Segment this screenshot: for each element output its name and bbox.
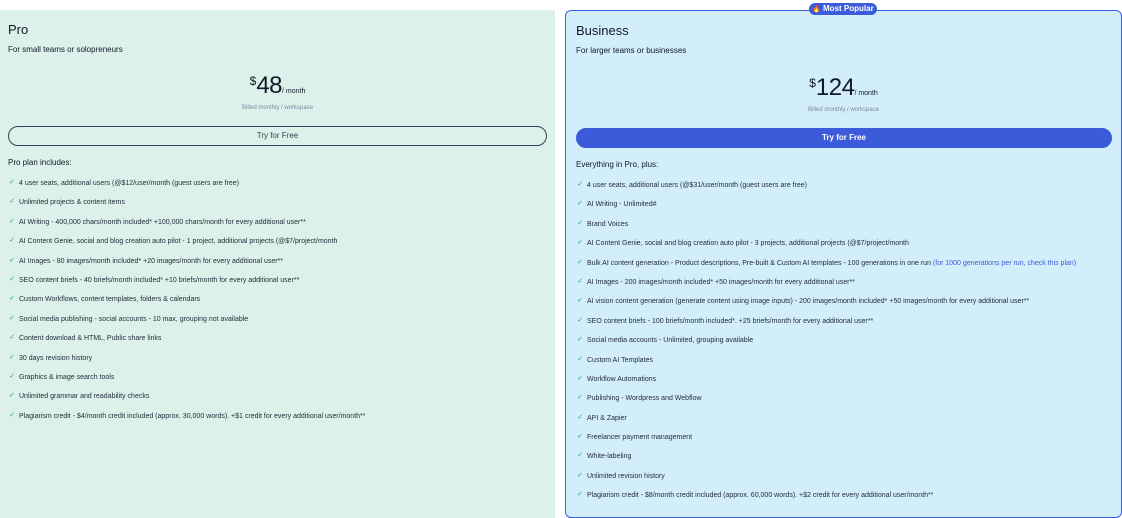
check-icon: ✓ [577, 471, 583, 479]
feature-text: Plagiarism credit - $8/month credit included (approx. 60,000 words). +$2 credit for every additional user/month** [587, 492, 934, 500]
list-item [576, 432, 1076, 451]
feature-text: Graphics & image search tools [19, 373, 115, 381]
price-currency: $ [809, 76, 816, 90]
most-popular-badge [809, 3, 877, 15]
feature-text: AI vision content generation (generate content using image inputs) - 200 images/month included* +50 images/month for every additional user** [587, 298, 1030, 306]
plan-title: Business [576, 23, 629, 38]
check-icon: ✓ [9, 392, 15, 400]
list-item [8, 256, 365, 275]
feature-text: AI Writing - 400,000 chars/month included* +100,000 chars/month for every additional user** [19, 218, 306, 226]
bulk-plan-link[interactable]: (for 1000 generations per run, check this plan) [932, 259, 1077, 267]
feature-text: Brand Voices [587, 220, 629, 228]
pro-plan-card [0, 10, 555, 518]
list-item [576, 355, 1076, 374]
feature-text: API & Zapier [587, 414, 627, 422]
check-icon: ✓ [9, 217, 15, 225]
check-icon: ✓ [577, 200, 583, 208]
price-currency: $ [249, 74, 257, 88]
billing-note: Billed monthly / workspace [807, 107, 880, 113]
check-icon: ✓ [577, 277, 583, 285]
list-item [576, 490, 1076, 509]
feature-text: Unlimited revision history [587, 472, 665, 480]
feature-text: Freelancer payment management [587, 434, 693, 442]
check-icon: ✓ [9, 353, 15, 361]
list-item [8, 353, 365, 372]
feature-text: SEO content briefs - 100 briefs/month included*. +25 briefs/month for every additional user** [587, 317, 874, 325]
feature-text: AI Images - 200 images/month included* +50 images/month for every additional user** [587, 278, 855, 286]
list-item [576, 374, 1076, 393]
list-item [576, 296, 1076, 315]
list-item [576, 471, 1076, 490]
try-for-free-button[interactable]: Try for Free [8, 126, 547, 146]
check-icon: ✓ [577, 394, 583, 402]
fire-icon: 🔥 [812, 6, 822, 13]
feature-text: Workflow Automations [587, 375, 657, 383]
list-item [8, 275, 365, 294]
check-icon: ✓ [9, 179, 15, 186]
list-item [8, 217, 365, 236]
feature-text: Content download & HTML, Public share links [19, 335, 162, 343]
feature-list [8, 178, 365, 430]
check-icon: ✓ [9, 314, 15, 322]
check-icon: ✓ [577, 219, 583, 227]
check-icon: ✓ [9, 372, 15, 380]
check-icon: ✓ [577, 433, 583, 441]
feature-text: Social media publishing - social accounts - 10 max, grouping not available [19, 315, 249, 323]
feature-text: AI Content Genie, social and blog creation auto pilot - 3 projects, additional projects (@$7/project/month [587, 240, 909, 248]
badge-label: Most Popular [823, 4, 874, 13]
list-item [576, 413, 1076, 432]
plan-price [0, 72, 555, 100]
check-icon: ✓ [577, 452, 583, 460]
billing-note: Billed monthly / workspace [241, 105, 314, 111]
list-item [576, 393, 1076, 412]
list-item [576, 277, 1076, 296]
check-icon: ✓ [577, 355, 583, 363]
price-period: / month [282, 88, 306, 95]
list-item [8, 372, 365, 391]
feature-text: Custom AI Templates [587, 356, 654, 364]
list-item [576, 180, 1076, 199]
includes-heading: Pro plan includes: [8, 158, 72, 167]
feature-text: Plagiarism credit - $4/month credit included (approx. 30,000 words). +$1 credit for every additional user/month** [19, 412, 366, 420]
feature-text: Bulk AI content generation - Product descriptions, Pre-built & Custom AI templates - 100 generations in one run [587, 259, 931, 267]
plan-subtitle: For larger teams or businesses [576, 46, 687, 55]
check-icon: ✓ [577, 374, 583, 382]
price-period: / month [854, 90, 878, 97]
check-icon: ✓ [9, 295, 15, 303]
check-icon: ✓ [577, 491, 583, 499]
business-plan-card [565, 10, 1122, 518]
feature-text: Custom Workflows, content templates, folders & calendars [19, 296, 201, 304]
check-icon: ✓ [577, 316, 583, 324]
check-icon: ✓ [9, 237, 15, 245]
check-icon: ✓ [9, 411, 15, 419]
list-item [576, 199, 1076, 218]
feature-text: AI Images - 80 images/month included* +20 images/month for every additional user** [19, 257, 284, 265]
check-icon: ✓ [577, 413, 583, 421]
feature-text: 4 user seats, additional users (@$12/user/month (guest users are free) [19, 180, 239, 187]
plan-price [566, 74, 1121, 102]
feature-text: 30 days revision history [19, 354, 93, 362]
list-item [576, 238, 1076, 257]
check-icon: ✓ [9, 275, 15, 283]
feature-text: 4 user seats, additional users (@$31/user/month (guest users are free) [587, 182, 807, 189]
feature-text: Unlimited grammar and readability checks [19, 393, 150, 401]
check-icon: ✓ [577, 239, 583, 247]
list-item [8, 197, 365, 216]
check-icon: ✓ [577, 181, 583, 188]
feature-text: Publishing - Wordpress and Webflow [587, 395, 702, 403]
try-for-free-button[interactable]: Try for Free [576, 128, 1112, 148]
list-item [576, 219, 1076, 238]
list-item [8, 236, 365, 255]
price-amount: 124 [815, 74, 855, 101]
check-icon: ✓ [9, 256, 15, 264]
plan-subtitle: For small teams or solopreneurs [8, 45, 123, 54]
list-item [8, 411, 365, 430]
feature-text: AI Writing - Unlimited# [587, 201, 657, 209]
check-icon: ✓ [577, 258, 583, 266]
list-item [576, 258, 1076, 277]
list-item [8, 314, 365, 333]
list-item [576, 335, 1076, 354]
feature-text: Unlimited projects & content items [19, 199, 125, 207]
feature-text: Social media accounts - Unlimited, grouping available [587, 337, 754, 345]
check-icon: ✓ [577, 336, 583, 344]
list-item [8, 178, 365, 197]
check-icon: ✓ [9, 334, 15, 342]
includes-heading: Everything in Pro, plus: [576, 160, 659, 169]
feature-text: AI Content Genie, social and blog creation auto pilot - 1 project, additional projects (@$7/project/month [19, 238, 338, 246]
feature-list [576, 180, 1076, 510]
list-item [576, 316, 1076, 335]
list-item [8, 294, 365, 313]
feature-text: SEO content briefs - 40 briefs/month included* +10 briefs/month for every additional user** [19, 276, 300, 284]
check-icon: ✓ [577, 297, 583, 305]
list-item [576, 451, 1076, 470]
price-amount: 48 [256, 72, 283, 99]
list-item [8, 333, 365, 352]
check-icon: ✓ [9, 198, 15, 206]
list-item [8, 391, 365, 410]
feature-text: White-labeling [587, 453, 632, 461]
plan-title: Pro [8, 22, 29, 37]
